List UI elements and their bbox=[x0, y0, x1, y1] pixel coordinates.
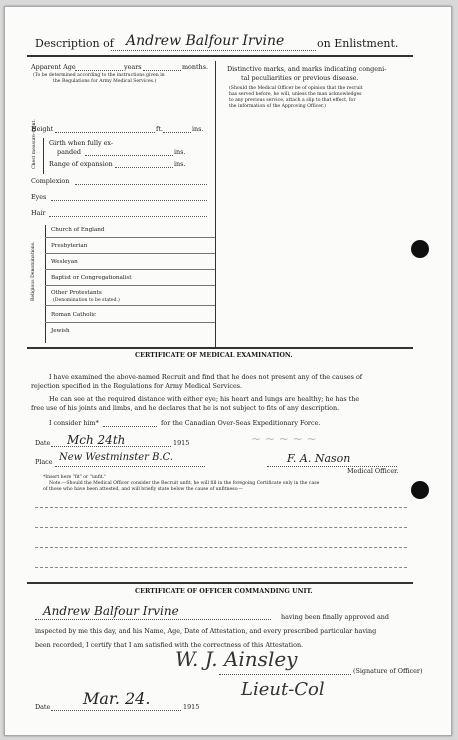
range-ins: ins. bbox=[174, 160, 186, 168]
unfitness-line-2 bbox=[35, 527, 407, 528]
religion-presbyterian: Presbyterian bbox=[51, 243, 88, 249]
commanding-officer-rank: Lieut-Col bbox=[241, 679, 325, 700]
commanding-certificate-title: CERTIFICATE OF OFFICER COMMANDING UNIT. bbox=[135, 587, 313, 595]
height-dotted bbox=[55, 132, 155, 133]
medical-para2-line2: free use of his joints and limbs, and he declares that he is not subject to fits of any description. bbox=[31, 404, 340, 412]
recruit-name-handwritten: Andrew Balfour Irvine bbox=[126, 33, 285, 49]
girth-ins: ins. bbox=[174, 148, 186, 156]
age-note-1: (To be determined according to the instructions given in bbox=[33, 73, 165, 78]
signature-of-officer-label: (Signature of Officer) bbox=[353, 667, 423, 675]
insert-fit-note: *Insert here "fit" or "unfit." bbox=[43, 475, 107, 480]
religion-rule-1 bbox=[45, 237, 215, 238]
commanding-line2: inspected by me this day, and his Name, Age, Date of Attestation, and every prescribed particular having bbox=[35, 627, 377, 635]
girth-label-1: Girth when fully ex- bbox=[49, 139, 114, 147]
religion-jewish: Jewish bbox=[51, 328, 70, 334]
consider-label: I consider him* bbox=[49, 419, 99, 427]
commanding-officer-signature: W. J. Ainsley bbox=[175, 647, 298, 671]
apparent-age-label: Apparent Age bbox=[31, 63, 76, 71]
punch-hole-bottom bbox=[411, 481, 429, 499]
commanding-date-value: Mar. 24. bbox=[83, 689, 151, 708]
months-label: months. bbox=[182, 63, 209, 71]
range-label: Range of expansion bbox=[49, 160, 113, 168]
girth-label-2: panded bbox=[57, 148, 81, 156]
commanding-date-dotted bbox=[51, 710, 181, 711]
eyes-label: Eyes bbox=[31, 193, 47, 201]
religion-rule-2 bbox=[45, 253, 215, 254]
description-prefix: Description of bbox=[35, 37, 114, 50]
religion-roman-catholic: Roman Catholic bbox=[51, 312, 97, 318]
medical-officer-signature: F. A. Nason bbox=[287, 452, 351, 465]
religion-rule-3 bbox=[45, 269, 215, 270]
faint-stamp-mark: ~ ~ ~ ~ ~ bbox=[251, 432, 317, 446]
medical-para2-line1: He can see at the required distance with either eye; his heart and lungs are healthy; he has the bbox=[49, 395, 360, 403]
name-dotted-line bbox=[111, 50, 316, 51]
height-ins-dotted bbox=[163, 132, 191, 133]
medical-date-dotted bbox=[51, 446, 171, 447]
consider-force: for the Canadian Over-Seas Expeditionary Force. bbox=[161, 419, 321, 427]
medical-note-1: Note.—Should the Medical Officer consider the Recruit unfit, he will fill in the foregoing Certificate only in the case bbox=[49, 481, 320, 486]
commanding-line3: been recorded, I certify that I am satisfied with the correctness of this Attestation. bbox=[35, 641, 304, 649]
header-rule bbox=[27, 55, 413, 57]
religion-wesleyan: Wesleyan bbox=[51, 259, 78, 265]
marks-note-1: (Should the Medical Officer be of opinion that the recruit bbox=[229, 86, 363, 91]
religion-bracket bbox=[45, 225, 46, 343]
column-divider bbox=[215, 61, 216, 347]
distinctive-marks-2: tal peculiarities or previous disease. bbox=[241, 74, 359, 82]
recruit-name-dotted bbox=[35, 619, 271, 620]
medical-note-2: of those who have been attested, and will briefly state below the cause of unfitness:— bbox=[43, 487, 244, 492]
girth-dotted bbox=[85, 155, 173, 156]
religion-denomination-note: (Denomination to be stated.) bbox=[53, 298, 120, 303]
eyes-dotted bbox=[51, 200, 207, 201]
medical-place-value: New Westminster B.C. bbox=[59, 452, 174, 463]
complexion-label: Complexion bbox=[31, 177, 70, 185]
unfitness-line-4 bbox=[35, 567, 407, 568]
marks-note-2: has served before, he will, unless the man acknowledges bbox=[229, 92, 362, 97]
age-dotted bbox=[75, 70, 123, 71]
medical-para1-line2: rejection specified in the Regulations for Army Medical Services. bbox=[31, 382, 243, 390]
commanding-top-rule bbox=[27, 582, 413, 584]
commanding-line1-tail: having been finally approved and bbox=[281, 613, 389, 621]
medical-certificate-title: CERTIFICATE OF MEDICAL EXAMINATION. bbox=[135, 351, 293, 359]
marks-note-3: to any previous service, attach a slip to that effect, for bbox=[229, 98, 356, 103]
complexion-dotted bbox=[75, 184, 207, 185]
medical-place-label: Place bbox=[35, 458, 53, 466]
chest-bracket bbox=[43, 138, 44, 174]
consider-dotted bbox=[103, 426, 157, 427]
hair-label: Hair bbox=[31, 209, 46, 217]
hair-dotted bbox=[49, 216, 207, 217]
medical-date-label: Date bbox=[35, 439, 51, 447]
unfitness-line-3 bbox=[35, 547, 407, 548]
height-label: Height bbox=[31, 125, 54, 133]
commanding-year: 1915 bbox=[183, 703, 200, 711]
ft-label: ft. bbox=[156, 125, 163, 133]
officer-signature-dotted bbox=[219, 674, 351, 675]
punch-hole-top bbox=[411, 240, 429, 258]
medical-top-rule bbox=[27, 347, 413, 349]
religion-other-protestants: Other Protestants bbox=[51, 290, 102, 296]
years-label: years bbox=[124, 63, 142, 71]
medical-year: 1915 bbox=[173, 439, 190, 447]
description-suffix: on Enlistment. bbox=[317, 37, 399, 50]
religion-rule-6 bbox=[45, 322, 215, 323]
commanding-date-label: Date bbox=[35, 703, 51, 711]
distinctive-marks-1: Distinctive marks, and marks indicating congeni- bbox=[227, 65, 387, 73]
height-ins-label: ins. bbox=[192, 125, 204, 133]
medical-para1-line1: I have examined the above-named Recruit and find that he does not present any of the causes of bbox=[49, 373, 363, 381]
unfitness-line-1 bbox=[35, 507, 407, 508]
religion-church-of-england: Church of England bbox=[51, 227, 105, 233]
medical-place-dotted bbox=[55, 466, 205, 467]
marks-note-4: the information of the Approving Officer.) bbox=[229, 104, 326, 109]
age-note-2: the Regulations for Army Medical Services.) bbox=[53, 79, 157, 84]
religious-denominations-label: Religious Denominations. bbox=[31, 241, 36, 301]
months-dotted bbox=[143, 70, 181, 71]
religion-rule-5 bbox=[45, 305, 215, 306]
chest-measurement-label: Chest measure-ment. bbox=[32, 119, 37, 169]
religion-baptist: Baptist or Congregationalist bbox=[51, 275, 132, 281]
commanding-recruit-name: Andrew Balfour Irvine bbox=[43, 604, 179, 618]
range-dotted bbox=[115, 167, 173, 168]
medical-officer-label: Medical Officer. bbox=[347, 467, 399, 475]
medical-date-value: Mch 24th bbox=[67, 433, 126, 447]
religion-rule-4 bbox=[45, 285, 215, 286]
attestation-paper bbox=[4, 6, 452, 736]
